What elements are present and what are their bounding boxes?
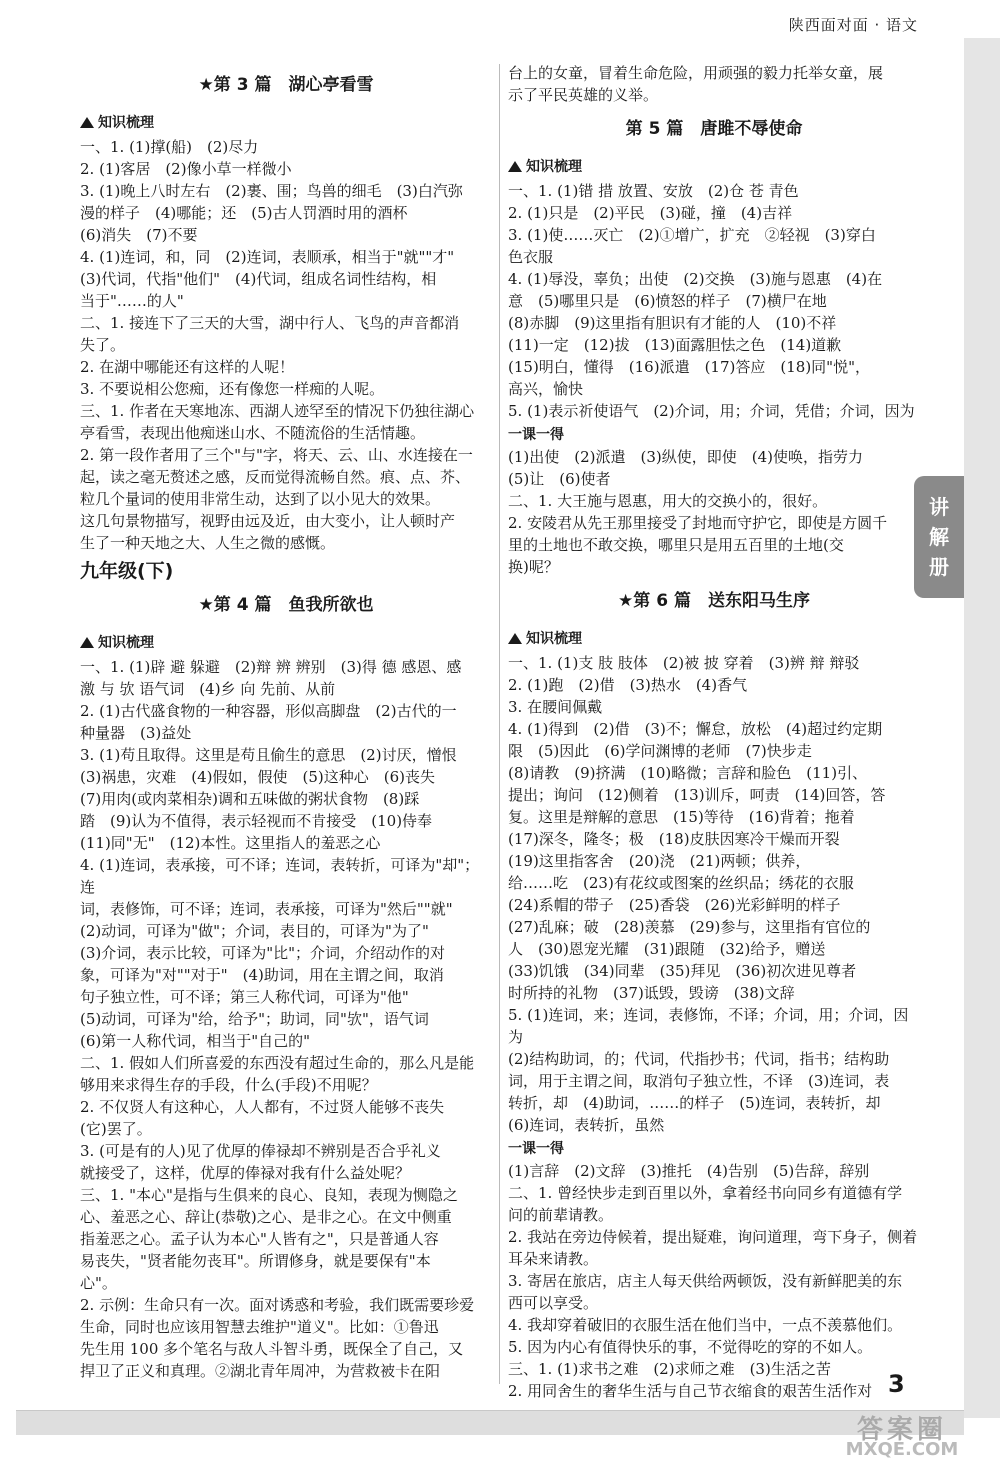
text-line: 换)呢？ (508, 558, 559, 576)
text-line: 2. 我站在旁边侍候着，提出疑难，询问道理，弯下身子，侧着 (508, 1228, 918, 1246)
sub-heading-text: 知识梳理 (526, 159, 582, 175)
text-line: 转折，却 (4)助词，……的样子 (5)连词，表转折，却 (508, 1094, 881, 1112)
watermark (822, 1415, 982, 1466)
text-line: 漫的样子 (4)哪能；还 (5)古人罚酒时用的酒杯 (80, 204, 408, 222)
yike-heading: 一课一得 (508, 427, 564, 443)
section-body (508, 62, 920, 106)
right-column (508, 62, 920, 1402)
text-line: (1)出使 (2)派遣 (3)纵使，即使 (4)使唤，指劳力 (508, 448, 863, 466)
text-line: 5. (1)表示祈使语气 (2)介词，用；介词，凭借；介词，因为 (508, 402, 915, 420)
text-line: 指羞恶之心。孟子认为本心"人皆有之"，只是普通人容 (80, 1230, 439, 1248)
text-line: 2. (1)跑 (2)借 (3)热水 (4)香气 (508, 676, 748, 694)
text-line: (2)结构助词，的；代词，代指抄书；代词，指书；结构助 (508, 1050, 890, 1068)
text-line: 4. (1)辱没，辜负；出使 (2)交换 (3)施与恩惠 (4)在 (508, 270, 883, 288)
text-line: 捍卫了正义和真理。②湖北青年周冲，为营救被卡在阳 (80, 1362, 441, 1380)
text-line: 3. 寄居在旅店，店主人每天供给两顿饭，没有新鲜肥美的东 (508, 1272, 903, 1290)
text-line: 象，可译为"对""对于" (4)助词，用在主谓之间，取消 (80, 966, 444, 984)
text-line: 一、1. (1)撑(船) (2)尽力 (80, 138, 259, 156)
side-tab-char: 册 (929, 555, 949, 579)
text-line: 时所持的礼物 (37)诋毁，毁谤 (38)文辞 (508, 984, 795, 1002)
text-line: (5)让 (6)使者 (508, 470, 611, 488)
section-body (80, 136, 492, 554)
text-line: 心、羞恶之心、辞让(恭敬)之心、是非之心。在文中侧重 (80, 1208, 452, 1226)
section-body (508, 1160, 920, 1402)
text-line: 4. (1)连词，表承接，可不译；连词，表转折，可译为"却"；连 (80, 856, 480, 896)
page-number: 3 (888, 1370, 905, 1398)
text-line: 就接受了，这样，优厚的俸禄对我有什么益处呢？ (80, 1164, 411, 1182)
text-line: 5. 因为内心有值得快乐的事，不觉得吃的穿的不如人。 (508, 1338, 873, 1356)
text-line: (5)动词，可译为"给，给予"；助词，同"欤"，语气词 (80, 1010, 429, 1028)
text-line: 踏 (9)认为不值得，表示轻视而不肯接受 (10)侍奉 (80, 812, 433, 830)
text-line: 2. 示例：生命只有一次。面对诱惑和考验，我们既需要珍爱 (80, 1296, 475, 1314)
text-line: 三、1. "本心"是指与生俱来的良心、良知，表现为恻隐之 (80, 1186, 458, 1204)
text-line: 高兴，愉快 (508, 380, 584, 398)
text-line: (6)第一人称代词，相当于"自己的" (80, 1032, 311, 1050)
yike-heading: 一课一得 (508, 1141, 564, 1157)
text-line: 色衣服 (508, 248, 554, 266)
text-line: 台上的女童，冒着生命危险，用顽强的毅力托举女童，展 (508, 64, 884, 82)
text-line: (6)连词，表转折，虽然 (508, 1116, 665, 1134)
text-line: 失了。 (80, 336, 126, 354)
text-line: 生了一种天地之大、人生之微的感慨。 (80, 534, 336, 552)
sub-heading (508, 156, 920, 178)
text-line: 耳朵来请教。 (508, 1250, 599, 1268)
text-line: 提出；询问 (12)侧着 (13)训斥，呵责 (14)回答，答 (508, 786, 886, 804)
text-line: 4. (1)连词，和，同 (2)连词，表顺承，相当于"就""才" (80, 248, 455, 266)
text-line: 3. (1)晚上八时左右 (2)裹、围；鸟兽的细毛 (3)白汽弥 (80, 182, 463, 200)
text-line: (11)同"无" (12)本性。这里指人的羞恶之心 (80, 834, 381, 852)
text-line: 易丧失，"贤者能勿丧耳"。所谓修身，就是要保有"本 (80, 1252, 431, 1270)
text-line: (8)请教 (9)挤满 (10)略微；言辞和脸色 (11)引、 (508, 764, 868, 782)
text-line: 句子独立性，可不译；第三人称代词，可译为"他" (80, 988, 409, 1006)
text-line: (33)饥饿 (34)同辈 (35)拜见 (36)初次进见尊者 (508, 962, 857, 980)
text-line: 亭看雪，表现出他痴迷山水、不随流俗的生活情趣。 (80, 424, 426, 442)
text-line: 2. (1)只是 (2)平民 (3)碰，撞 (4)吉祥 (508, 204, 793, 222)
section-title: ★第 4 篇 鱼我所欲也 (198, 595, 374, 615)
text-line: 2. 用同舍生的奢华生活与自己节衣缩食的艰苦生活作对 (508, 1382, 873, 1400)
text-line: 三、1. 作者在天寒地冻、西湖人迹罕至的情况下仍独往湖心 (80, 402, 475, 420)
text-line: (15)明白，懂得 (16)派遣 (17)答应 (18)同"悦"， (508, 358, 870, 376)
section-title: ★第 6 篇 送东阳马生序 (618, 591, 810, 611)
text-line: 三、1. (1)求书之难 (2)求师之难 (3)生活之苦 (508, 1360, 831, 1378)
sub-heading-text: 知识梳理 (98, 115, 154, 131)
text-line: (它)罢了。 (80, 1120, 152, 1138)
text-line: 心"。 (80, 1274, 117, 1292)
text-line: 给……吃 (23)有花纹或图案的丝织品；绣花的衣服 (508, 874, 854, 892)
text-line: 西可以享受。 (508, 1294, 599, 1312)
triangle-icon (80, 637, 94, 648)
text-line: 2. 第一段作者用了三个"与"字，将天、云、山、水连接在一 (80, 446, 473, 464)
text-line: 示了平民英雄的义举。 (508, 86, 659, 104)
text-line: 人 (30)恩宠光耀 (31)跟随 (32)给予，赠送 (508, 940, 826, 958)
text-line: 3. (1)使……灭亡 (2)①增广，扩充 ②轻视 (3)穿白 (508, 226, 876, 244)
text-line: 4. 我却穿着破旧的衣服生活在他们当中，一点不羡慕他们。 (508, 1316, 903, 1334)
text-line: 当于"……的人" (80, 292, 184, 310)
watermark-text: 答案圈 (856, 1415, 947, 1445)
side-tab-char: 解 (929, 525, 949, 549)
text-line: 二、1. 假如人们所喜爱的东西没有超过生命的，那么凡是能 (80, 1054, 475, 1072)
text-line: (3)祸患，灾难 (4)假如，假使 (5)这种心 (6)丧失 (80, 768, 435, 786)
text-line: (3)代词，代指"他们" (4)代词，组成名词性结构，相 (80, 270, 437, 288)
section-body (508, 446, 920, 578)
text-line: 二、1. 大王施与恩惠，用大的交换小的，很好。 (508, 492, 828, 510)
text-line: 2. 不仅贤人有这种心，人人都有，不过贤人能够不丧失 (80, 1098, 445, 1116)
text-line: 问的前辈请教。 (508, 1206, 614, 1224)
section-body (80, 656, 492, 1382)
grade-title: 九年级(下) (80, 560, 174, 582)
sub-heading-text: 知识梳理 (526, 631, 582, 647)
text-line: 2. 安陵君从先王那里接受了封地而守护它，即使是方圆千 (508, 514, 888, 532)
text-line: 粒几个量词的使用非常生动，达到了以小见大的效果。 (80, 490, 441, 508)
watermark-site: MXQE.COM (845, 1439, 959, 1460)
text-line: 一、1. (1)辟 避 躲避 (2)辩 辨 辨别 (3)得 德 感恩、感 (80, 658, 462, 676)
text-line: 二、1. 曾经快步走到百里以外，拿着经书向同乡有道德有学 (508, 1184, 903, 1202)
side-tab (914, 476, 964, 598)
text-line: (8)赤脚 (9)这里指有胆识有才能的人 (10)不祥 (508, 314, 837, 332)
text-line: 复。这里是辩解的意思 (15)等待 (16)背着；拖着 (508, 808, 855, 826)
text-line: 3. (1)苟且取得。这里是苟且偷生的意思 (2)讨厌，憎恨 (80, 746, 457, 764)
text-line: 3. (可是有的人)见了优厚的俸禄却不辨别是否合乎礼义 (80, 1142, 441, 1160)
sub-heading (80, 632, 492, 654)
left-column (80, 62, 492, 1382)
triangle-icon (508, 161, 522, 172)
side-strip (964, 38, 1000, 1418)
text-line: (6)消失 (7)不要 (80, 226, 198, 244)
page-header: 陕西面对面 · 语文 (788, 16, 918, 34)
section-body (508, 652, 920, 1136)
text-line: 这几句景物描写，视野由远及近，由大变小，让人顿时产 (80, 512, 456, 530)
text-line: (19)这里指客舍 (20)浇 (21)两顿；供养， (508, 852, 811, 870)
triangle-icon (80, 117, 94, 128)
section-title: ★第 3 篇 湖心亭看雪 (198, 75, 374, 95)
text-line: 生命，同时也应该用智慧去维护"道义"。比如：①鲁迅 (80, 1318, 439, 1336)
text-line: (3)介词，表示比较，可译为"比"；介词，介绍动作的对 (80, 944, 446, 962)
sub-heading (80, 112, 492, 134)
text-line: (24)系帽的带子 (25)香袋 (26)光彩鲜明的样子 (508, 896, 841, 914)
text-line: 2. 在湖中哪能还有这样的人呢！ (80, 358, 295, 376)
text-line: 5. (1)连词，来；连词，表修饰，不译；介词，用；介词，因为 (508, 1006, 909, 1046)
column-divider (499, 64, 500, 1384)
sub-heading (508, 628, 920, 650)
text-line: 二、1. 接连下了三天的大雪，湖中行人、飞鸟的声音都消 (80, 314, 460, 332)
text-line: (11)一定 (12)拔 (13)面露胆怯之色 (14)道歉 (508, 336, 842, 354)
text-line: (17)深冬，隆冬；极 (18)皮肤因寒冷干燥而开裂 (508, 830, 840, 848)
side-tab-char: 讲 (929, 495, 949, 519)
sub-heading-text: 知识梳理 (98, 635, 154, 651)
text-line: 词，表修饰，可不译；连词，表承接，可译为"然后""就" (80, 900, 453, 918)
section-title: 第 5 篇 唐雎不辱使命 (625, 119, 803, 139)
triangle-icon (508, 633, 522, 644)
text-line: (1)言辞 (2)文辞 (3)推托 (4)告别 (5)告辞，辞别 (508, 1162, 870, 1180)
text-line: 先生用 100 多个笔名与敌人斗智斗勇，既保全了自己，又 (80, 1340, 464, 1358)
text-line: 3. 在腰间佩戴 (508, 698, 603, 716)
text-line: 意 (5)哪里只是 (6)愤怒的样子 (7)横尸在地 (508, 292, 827, 310)
text-line: (7)用肉(或肉菜相杂)调和五味做的粥状食物 (8)踩 (80, 790, 420, 808)
text-line: 3. 不要说相公您痴，还有像您一样痴的人呢。 (80, 380, 385, 398)
text-line: 2. (1)古代盛食物的一种容器，形似高脚盘 (2)古代的一 (80, 702, 457, 720)
text-line: 够用来求得生存的手段，什么(手段)不用呢？ (80, 1076, 377, 1094)
text-line: 限 (5)因此 (6)学问渊博的老师 (7)快步走 (508, 742, 812, 760)
text-line: 一、1. (1)错 措 放置、安放 (2)仓 苍 青色 (508, 182, 799, 200)
text-line: 起，读之毫无赘述之感，反而觉得流畅自然。痕、点、芥、 (80, 468, 471, 486)
text-line: (27)乱麻；破 (28)羡慕 (29)参与，这里指有官位的 (508, 918, 871, 936)
section-body (508, 180, 920, 422)
text-line: 一、1. (1)支 肢 肢体 (2)被 披 穿着 (3)辨 辩 辩驳 (508, 654, 860, 672)
text-line: 2. (1)客居 (2)像小草一样微小 (80, 160, 292, 178)
text-line: 激 与 欤 语气词 (4)乡 向 先前、从前 (80, 680, 336, 698)
text-line: 里的土地也不敢交换，哪里只是用五百里的土地(交 (508, 536, 844, 554)
text-line: 词，用于主谓之间，取消句子独立性，不译 (3)连词，表 (508, 1072, 890, 1090)
text-line: 种量器 (3)益处 (80, 724, 192, 742)
text-line: (2)动词，可译为"做"；介词，表目的，可译为"为了" (80, 922, 429, 940)
text-line: 4. (1)得到 (2)借 (3)不；懈怠，放松 (4)超过约定期 (508, 720, 883, 738)
